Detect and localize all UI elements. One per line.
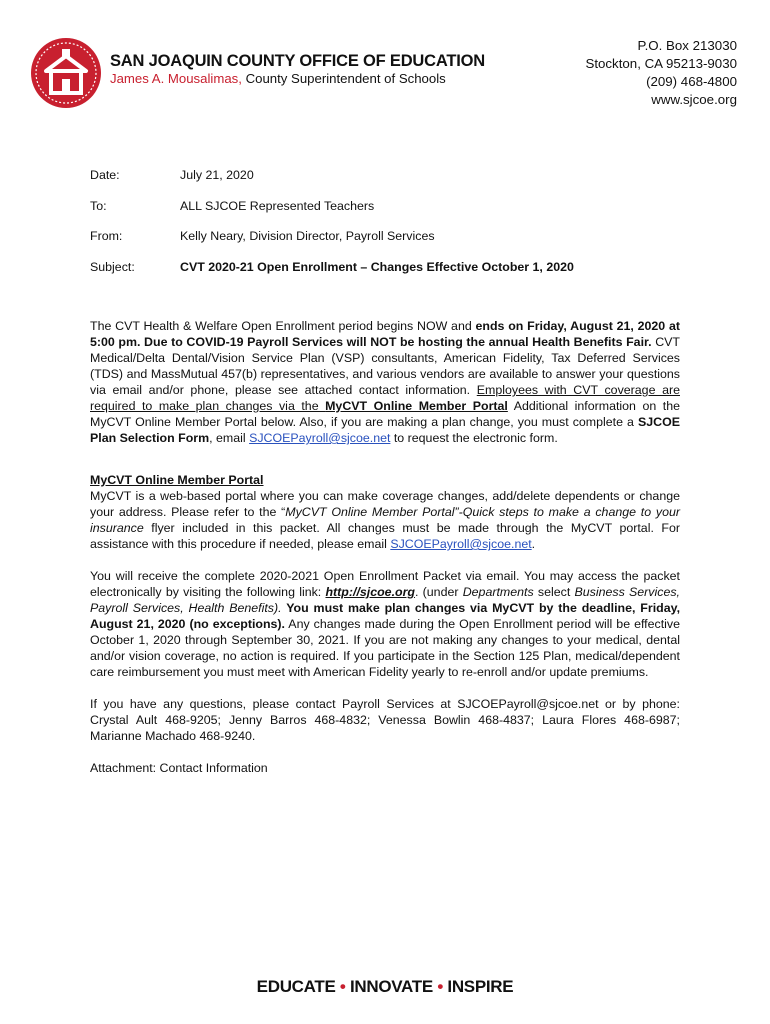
memo-date-label: Date: xyxy=(90,168,120,182)
text: Additional information on the MyCVT Online Member Portal below. Also, if you are making a plan change, you must complete a xyxy=(90,399,680,429)
payroll-email-link[interactable]: SJCOEPayroll@sjcoe.net xyxy=(249,431,391,445)
text: MyCVT is a web-based portal where you can make coverage changes, add/delete dependents or change your address. Please refer to the “ xyxy=(90,489,680,519)
text: CVT Medical/Delta Dental/Vision Service Plan (VSP) consultants, American Fidelity, Tax Deferred Services (TDS) and MassMutual 457(b) representatives, and various vendors are available to answer your questions via email and/or phone, please see attached contact information. xyxy=(90,335,681,397)
underlined-text: Employees with CVT coverage are required to make plan changes via the xyxy=(90,383,680,413)
paragraph-mycvt xyxy=(90,472,680,552)
memo-to-value: ALL SJCOE Represented Teachers xyxy=(180,199,375,213)
footer-tagline xyxy=(0,977,770,997)
superintendent-name: James A. Mousalimas, xyxy=(110,71,242,86)
text: You will receive the complete 2020-2021 Open Enrollment Packet via email. You may access the packet electronically by visiting the following link: xyxy=(90,569,680,599)
sjcoe-website-link[interactable]: http://sjcoe.org xyxy=(325,585,415,599)
deadline-notice: ends on Friday, August 21, 2020 at 5:00 pm. Due to COVID-19 Payroll Services will NOT be hosting the annual Health Benefits Fair. xyxy=(90,319,680,349)
text: select xyxy=(533,585,575,599)
text: Any changes made during the Open Enrollment period will be effective October 1, 2020 through September 30, 2021. If you are not making any changes to your medical, dental and/or vision coverage, no action is required. If you participate in the Section 125 Plan, medical/dependent care reimbursement you must meet with American Fidelity yearly to re-enroll and/or update premiums. xyxy=(90,617,680,679)
text: If you have any questions, please contact Payroll Services at SJCOEPayroll@sjcoe.net or by phone: Crystal Ault 468-9205; Jenny Barros 468-4832; Venessa Bowlin 468-4837; Laura Flores 468-6987; Marianne Machado 468-9240. xyxy=(90,697,680,743)
website: www.sjcoe.org xyxy=(651,92,737,107)
portal-name: MyCVT Online Member Portal xyxy=(325,399,508,413)
memo-subject-value: CVT 2020-21 Open Enrollment – Changes Effective October 1, 2020 xyxy=(180,260,574,274)
paragraph-contacts xyxy=(90,696,680,744)
text: to request the electronic form. xyxy=(390,431,558,445)
text: flyer included in this packet. All changes must be made through the MyCVT portal. For assistance with this procedure if needed, please email xyxy=(90,521,680,551)
tagline-separator: • xyxy=(335,977,350,996)
po-box: P.O. Box 213030 xyxy=(637,38,737,53)
memo-from-value: Kelly Neary, Division Director, Payroll Services xyxy=(180,229,435,243)
tagline-word: EDUCATE xyxy=(256,977,336,996)
paragraph-open-enrollment xyxy=(90,318,680,446)
letter-body xyxy=(90,318,680,792)
mycvt-heading: MyCVT Online Member Portal xyxy=(90,473,264,487)
city-zip: Stockton, CA 95213-9030 xyxy=(585,56,737,71)
tagline-word: INNOVATE xyxy=(349,977,433,996)
superintendent-title: County Superintendent of Schools xyxy=(241,71,446,86)
text: . xyxy=(531,537,536,551)
schoolhouse-logo-icon xyxy=(30,37,102,109)
flyer-title: MyCVT Online Member Portal”-Quick steps to make a change to your insurance xyxy=(90,505,680,535)
text: . (under xyxy=(414,585,463,599)
plan-selection-form: SJCOE Plan Selection Form xyxy=(90,415,680,445)
phone: (209) 468-4800 xyxy=(646,74,737,89)
org-subtitle xyxy=(110,71,446,86)
paragraph-packet xyxy=(90,568,680,680)
org-name: SAN JOAQUIN COUNTY OFFICE OF EDUCATION xyxy=(110,52,485,70)
tagline-word: INSPIRE xyxy=(447,977,514,996)
memo-date-value: July 21, 2020 xyxy=(180,168,254,182)
address-block xyxy=(585,37,737,109)
attachment-line: Attachment: Contact Information xyxy=(90,761,268,775)
memo-to-label: To: xyxy=(90,199,107,213)
payroll-email-link[interactable]: SJCOEPayroll@sjcoe.net xyxy=(390,537,532,551)
deadline-requirement: You must make plan changes via MyCVT by the deadline, Friday, August 21, 2020 (no exceptions). xyxy=(90,601,681,631)
text-italic: Business Services, Payroll Services, Health Benefits). xyxy=(90,585,680,615)
text: The CVT Health & Welfare Open Enrollment period begins NOW and xyxy=(90,319,476,333)
text-italic: Departments xyxy=(462,585,534,599)
text: , email xyxy=(209,431,250,445)
memo-from-label: From: xyxy=(90,229,123,243)
memo-subject-label: Subject: xyxy=(90,260,135,274)
tagline-separator: • xyxy=(432,977,448,996)
